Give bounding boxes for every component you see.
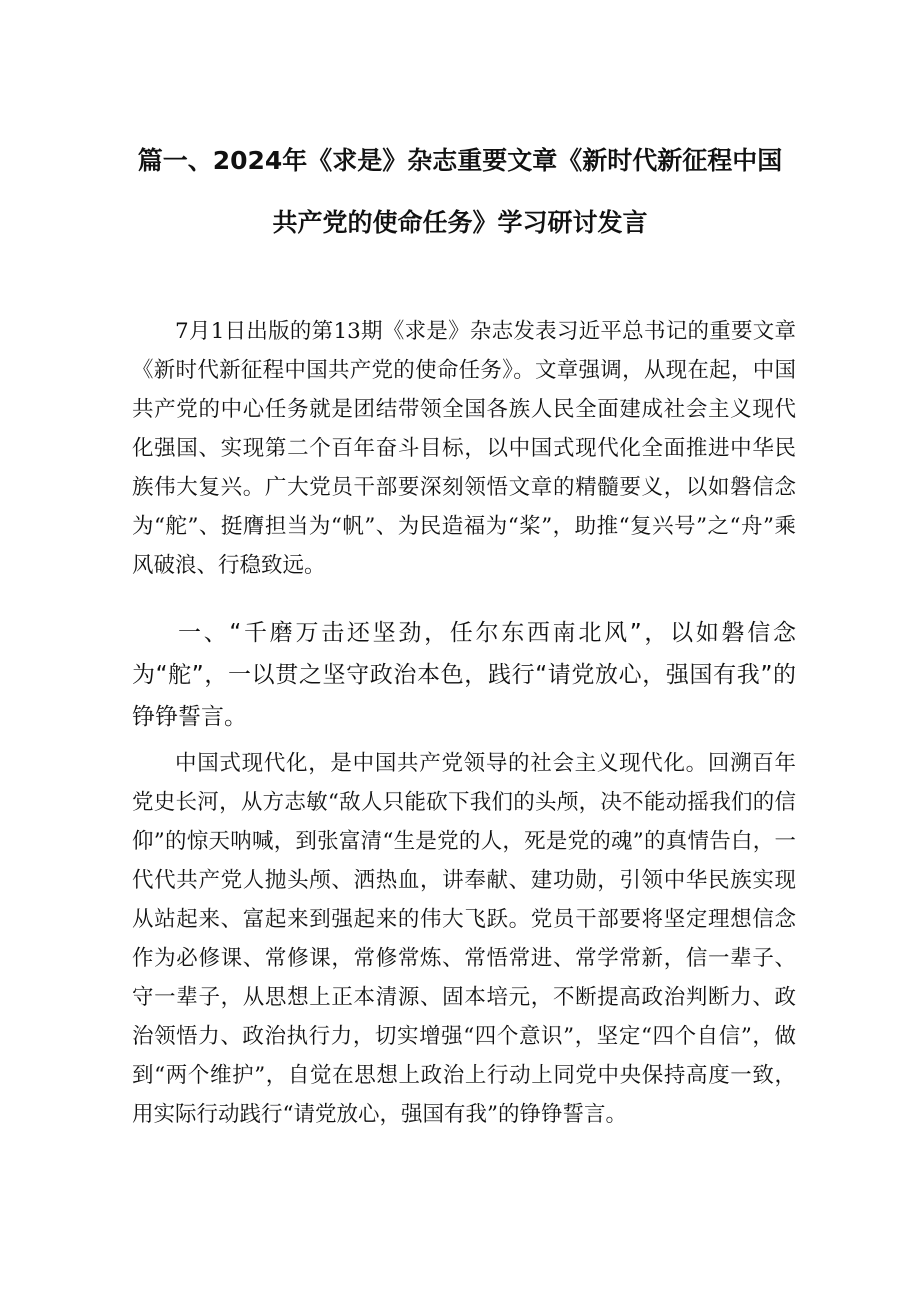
section-1-paragraph: 中国式现代化，是中国共产党领导的社会主义现代化。回溯百年党史长河，从方志敏“敌人只能砍下我们的头颅，决不能动摇我们的信仰”的惊天呐喊，到张富清“生是党的人，死是党的魂”的真情告白，一代代共产党人抛头颅、洒热血，讲奉献、建功勋，引领中华民族实现从站起来、富起来到强起来的伟大飞跃。党员干部要将坚定理想信念作为必修课、常修课，常修常炼、常悟常进、常学常新，信一辈子、守一辈子，从思想上正本清源、固本培元，不断提高政治判断力、政治领悟力、政治执行力，切实增强“四个意识”，坚定“四个自信”，做到“两个维护”，自觉在思想上政治上行动上同党中央保持高度一致，用实际行动践行“请党放心，强国有我”的铮铮誓言。 <box>132 751 797 1127</box>
section-1-heading: 一、“千磨万击还坚劲，任尔东西南北风”，以如磐信念为“舵”，一以贯之坚守政治本色，践行“请党放心，强国有我”的铮铮誓言。 <box>132 620 796 730</box>
intro-paragraph: 7月1日出版的第13期《求是》杂志发表习近平总书记的重要文章《新时代新征程中国共产党的使命任务》。文章强调，从现在起，中国共产党的中心任务就是团结带领全国各族人民全面建成社会主义现代化强国、实现第二个百年奋斗目标，以中国式现代化全面推进中华民族伟大复兴。广大党员干部要深刻领悟文章的精髓要义，以如磐信念为“舵”、挺膺担当为“帆”、为民造福为“桨”，助推“复兴号”之“舟”乘风破浪、行稳致远。 <box>132 319 796 578</box>
document-title-line-2: 共产党的使命任务》学习研讨发言 <box>272 208 648 237</box>
document-title-line-1: 篇一、2024年《求是》杂志重要文章《新时代新征程中国 <box>137 146 783 175</box>
